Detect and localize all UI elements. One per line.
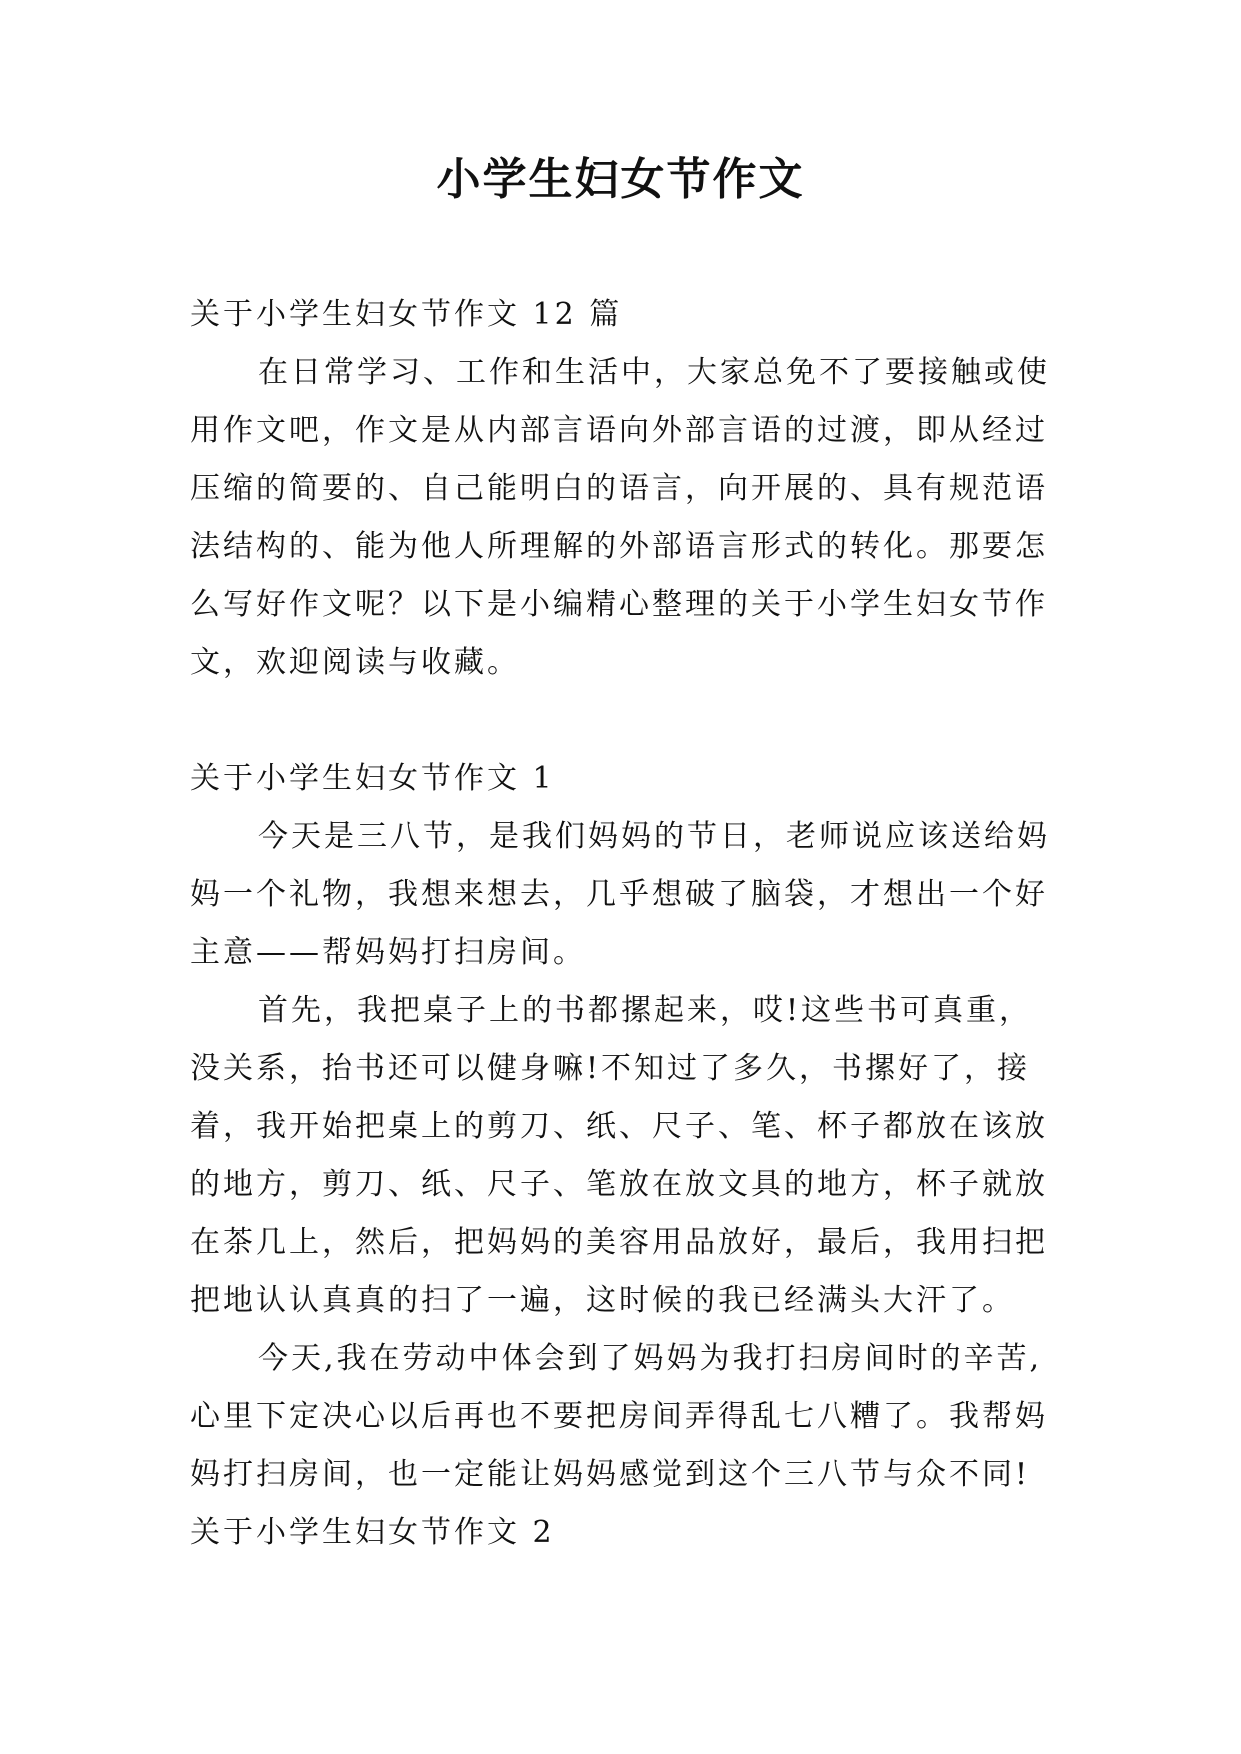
essay-1-paragraph-1: 今天是三八节，是我们妈妈的节日，老师说应该送给妈妈一个礼物，我想来想去，几乎想破了脑袋，才想出一个好主意——帮妈妈打扫房间。 [190, 819, 1050, 970]
intro-paragraph: 在日常学习、工作和生活中，大家总免不了要接触或使用作文吧，作文是从内部言语向外部言语的过渡，即从经过压缩的简要的、自己能明白的语言，向开展的、具有规范语法结构的、能为他人所理解的外部语言形式的转化。那要怎么写好作文呢？以下是小编精心整理的关于小学生妇女节作文，欢迎阅读与收藏。 [190, 355, 1050, 680]
section-spacer [190, 692, 1052, 750]
intro-heading: 关于小学生妇女节作文 12 篇 [190, 297, 623, 332]
document-title: 小学生妇女节作文 [436, 154, 805, 205]
essay-2-heading: 关于小学生妇女节作文 2 [190, 1515, 555, 1550]
document-body [190, 286, 1052, 1562]
essay-1-paragraph-3: 今天,我在劳动中体会到了妈妈为我打扫房间时的辛苦,心里下定决心以后再也不要把房间弄得乱七八糟了。我帮妈妈打扫房间，也一定能让妈妈感觉到这个三八节与众不同! [190, 1341, 1048, 1492]
essay-1-paragraph-2: 首先，我把桌子上的书都摞起来，哎!这些书可真重，没关系，抬书还可以健身嘛!不知过了多久，书摞好了，接着，我开始把桌上的剪刀、纸、尺子、笔、杯子都放在该放的地方，剪刀、纸、尺子、笔放在放文具的地方，杯子就放在茶几上，然后，把妈妈的美容用品放好，最后，我用扫把把地认认真真的扫了一遍，这时候的我已经满头大汗了。 [190, 993, 1048, 1318]
essay-1-heading: 关于小学生妇女节作文 1 [190, 761, 555, 796]
